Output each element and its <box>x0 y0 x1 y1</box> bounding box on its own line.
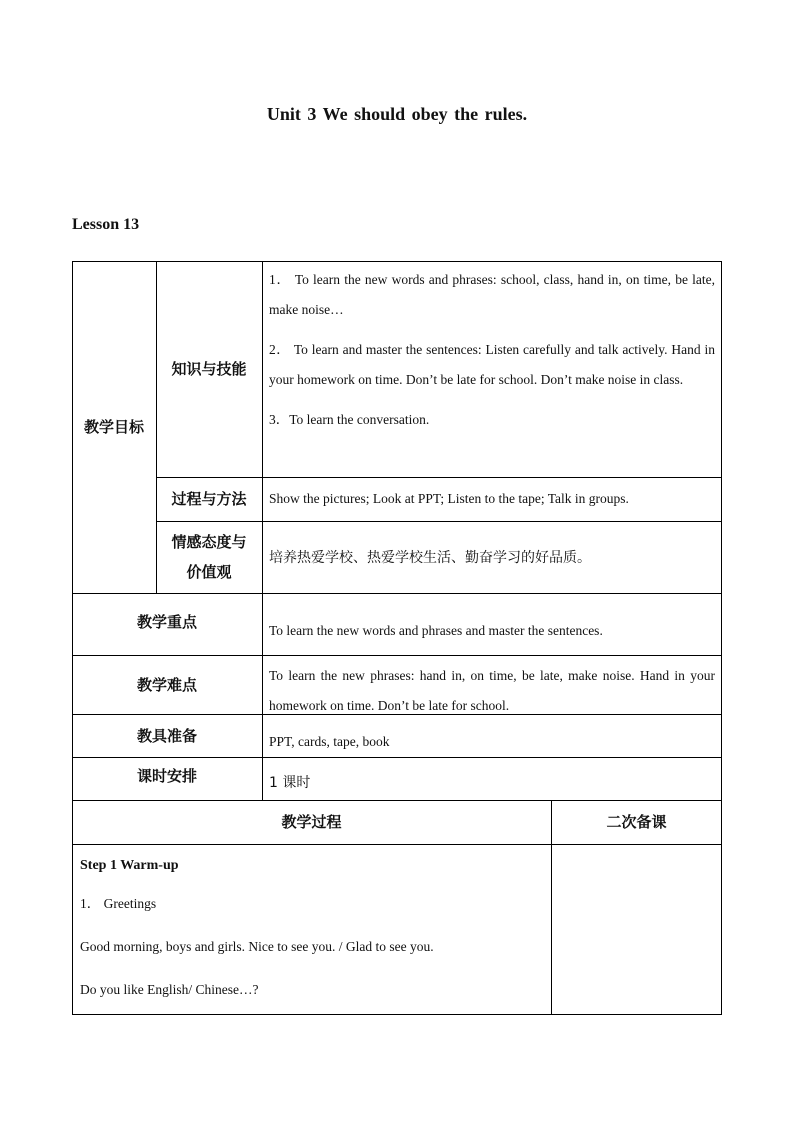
process-label: 过程与方法 <box>171 490 247 508</box>
attitude-label-line: 价值观 <box>186 563 232 581</box>
difficult-points-content: To learn the new phrases: hand in, on time, be late, make noise. Hand in your homework on time. Don’t be late for school. <box>269 668 715 713</box>
objective-item: 3．To learn the conversation. <box>269 412 430 427</box>
lesson-plan-table <box>72 261 722 1015</box>
materials-content: PPT, cards, tape, book <box>269 734 390 749</box>
difficult-points-label: 教学难点 <box>136 675 197 694</box>
objective-item: 2． To learn and master the sentences: Listen carefully and talk actively. Hand in your homework on time. Don’t be late for school. Don’t make noise in class. <box>269 342 715 387</box>
table-border-bottom <box>72 1014 722 1015</box>
attitude-label-line: 情感态度与 <box>171 533 247 551</box>
attitude-content: 培养热爱学校、热爱学校生活、勤奋学习的好品质。 <box>269 550 591 566</box>
objective-item: 1． To learn the new words and phrases: school, class, hand in, on time, be late, make noise… <box>269 272 715 317</box>
attitude-label <box>156 521 262 593</box>
objectives-label: 教学目标 <box>83 418 144 436</box>
key-points-label: 教学重点 <box>136 613 197 631</box>
key-points-content: To learn the new words and phrases and master the sentences. <box>269 623 603 638</box>
step-line: Good morning, boys and girls. Nice to see you. / Glad to see you. <box>80 939 434 954</box>
table-border-right <box>721 261 722 1015</box>
knowledge-content <box>269 265 715 475</box>
step-content <box>80 850 545 1010</box>
process-content: Show the pictures; Look at PPT; Listen to the tape; Talk in groups. <box>269 491 629 506</box>
schedule-label: 课时安排 <box>136 767 197 785</box>
lesson-heading: Lesson 13 <box>72 216 140 233</box>
materials-label: 教具准备 <box>136 726 197 745</box>
document-title: Unit 3 We should obey the rules. <box>266 104 528 124</box>
notes-header: 二次备课 <box>606 813 667 831</box>
process-header: 教学过程 <box>281 813 342 831</box>
step-line: 1． Greetings <box>80 896 157 911</box>
column-divider <box>262 261 263 801</box>
knowledge-label: 知识与技能 <box>171 360 247 378</box>
step-line: Do you like English/ Chinese…? <box>80 982 259 997</box>
schedule-content: 1 课时 <box>269 775 311 791</box>
step-title: Step 1 Warm-up <box>80 858 179 873</box>
notes-cell[interactable] <box>552 845 721 1014</box>
